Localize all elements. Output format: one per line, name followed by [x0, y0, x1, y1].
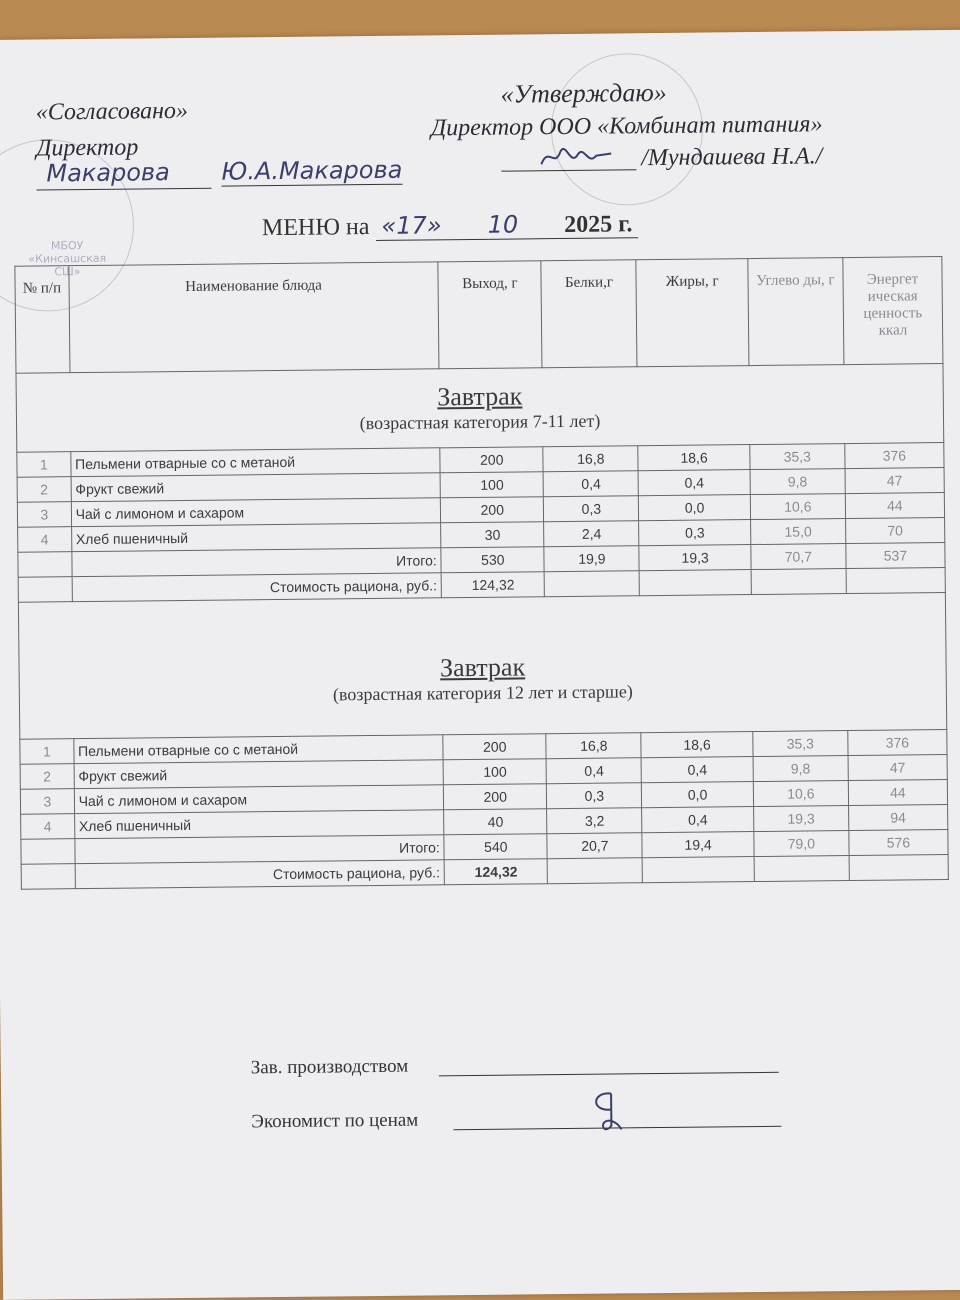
- col-energy: Энергет ическая ценность ккал: [843, 257, 943, 365]
- total-label: Итого:: [72, 548, 442, 577]
- row-output: 40: [444, 809, 547, 835]
- total-label: Итого:: [75, 835, 445, 864]
- total-output: 540: [444, 834, 547, 860]
- row-carbs: 35,3: [750, 444, 845, 470]
- row-protein: 3,2: [547, 808, 642, 834]
- approve-role: Директор ООО «Комбинат питания»: [430, 111, 823, 142]
- row-dish: Пельмени отварные со с метаной: [73, 735, 443, 764]
- col-dish: Наименование блюда: [69, 262, 440, 373]
- cost-value: 124,32: [444, 859, 547, 885]
- section-title: Завтрак: [439, 651, 526, 682]
- approver-name: /Мундашева Н.А./: [641, 143, 823, 172]
- total-output: 530: [441, 547, 544, 573]
- row-num: 1: [17, 452, 71, 478]
- empty-cell: [21, 864, 75, 890]
- section-subtitle: (возрастная категория 12 лет и старше): [332, 680, 633, 704]
- total-protein: 19,9: [544, 546, 639, 572]
- row-carbs: 10,6: [750, 494, 845, 520]
- row-num: 1: [20, 739, 74, 765]
- row-carbs: 9,8: [750, 469, 845, 495]
- row-protein: 0,3: [544, 496, 639, 522]
- col-output: Выход, г: [438, 261, 542, 369]
- stamp-line2: «Кинсашская СШ»: [28, 251, 107, 279]
- left-signer-name: Ю.А.Макарова: [221, 155, 403, 186]
- production-manager-label: Зав. производством: [250, 1055, 409, 1079]
- row-output: 200: [441, 497, 544, 523]
- empty-cell: [548, 858, 643, 884]
- row-num: 4: [21, 814, 75, 840]
- row-dish: Фрукт свежий: [74, 760, 444, 789]
- row-fat: 0,4: [642, 807, 754, 833]
- row-num: 3: [17, 502, 71, 528]
- menu-title-prefix: МЕНЮ на: [261, 214, 370, 242]
- cost-label: Стоимость рациона, руб.:: [75, 860, 445, 889]
- row-protein: 16,8: [543, 446, 638, 472]
- total-fat: 19,3: [639, 545, 751, 571]
- row-energy: 44: [848, 780, 947, 806]
- row-output: 200: [443, 734, 546, 760]
- empty-cell: [754, 856, 849, 882]
- menu-day: «17»: [375, 211, 447, 241]
- row-fat: 18,6: [638, 445, 750, 471]
- row-carbs: 19,3: [753, 806, 848, 832]
- row-carbs: 35,3: [753, 731, 848, 757]
- row-dish: Фрукт свежий: [71, 473, 441, 502]
- row-fat: 0,0: [642, 782, 754, 808]
- row-output: 30: [441, 522, 544, 548]
- total-energy: 576: [849, 830, 948, 856]
- row-carbs: 10,6: [753, 781, 848, 807]
- economist-label: Экономист по ценам: [251, 1109, 419, 1133]
- cost-value: 124,32: [441, 572, 544, 598]
- section-header: [18, 593, 946, 740]
- cost-label: Стоимость рациона, руб.:: [72, 573, 442, 602]
- economist-signature: [581, 1085, 642, 1136]
- empty-cell: [643, 857, 755, 883]
- col-carbs: Углево ды, г: [748, 258, 844, 366]
- row-energy: 70: [845, 518, 944, 544]
- row-protein: 0,3: [547, 783, 642, 809]
- total-energy: 537: [846, 543, 945, 569]
- col-protein: Белки,г: [541, 260, 637, 368]
- row-fat: 0,3: [639, 520, 751, 546]
- empty-cell: [639, 570, 751, 596]
- stamp-line1: МБОУ: [50, 239, 84, 253]
- row-protein: 0,4: [543, 471, 638, 497]
- row-energy: 376: [848, 730, 947, 756]
- row-output: 200: [440, 447, 543, 473]
- row-energy: 47: [848, 755, 947, 781]
- row-protein: 0,4: [546, 758, 641, 784]
- approve-title: «Утверждаю»: [500, 77, 667, 109]
- row-fat: 0,4: [638, 470, 750, 496]
- row-dish: Чай с лимоном и сахаром: [71, 498, 441, 527]
- menu-table: [14, 256, 948, 890]
- right-signature: [536, 141, 616, 172]
- production-signature-line: [439, 1072, 779, 1077]
- empty-cell: [18, 552, 72, 578]
- section-header: [16, 364, 944, 453]
- menu-year: 2025 г.: [558, 211, 638, 239]
- document-page: [0, 30, 960, 1300]
- section-subtitle: (возрастная категория 7-11 лет): [359, 410, 601, 433]
- menu-title: [262, 209, 639, 242]
- row-energy: 376: [845, 443, 944, 469]
- row-fat: 0,0: [639, 495, 751, 521]
- total-protein: 20,7: [547, 833, 642, 859]
- empty-cell: [21, 839, 75, 865]
- row-output: 200: [444, 784, 547, 810]
- row-protein: 16,8: [546, 733, 641, 759]
- col-fat: Жиры, г: [636, 259, 749, 367]
- row-energy: 44: [845, 493, 944, 519]
- row-num: 2: [17, 477, 71, 503]
- row-num: 4: [18, 527, 72, 553]
- section-title: Завтрак: [437, 380, 523, 411]
- row-output: 100: [440, 472, 543, 498]
- row-num: 2: [20, 764, 74, 790]
- empty-cell: [846, 568, 945, 594]
- row-energy: 94: [848, 805, 947, 831]
- empty-cell: [545, 571, 640, 597]
- row-protein: 2,4: [544, 521, 639, 547]
- row-carbs: 9,8: [753, 756, 848, 782]
- row-output: 100: [443, 759, 546, 785]
- total-fat: 19,4: [642, 832, 754, 858]
- table-header-row: [15, 257, 943, 374]
- row-fat: 18,6: [641, 732, 753, 758]
- total-carbs: 79,0: [754, 831, 849, 857]
- row-energy: 47: [845, 468, 944, 494]
- approved-by-title: «Согласовано»: [35, 97, 189, 126]
- empty-cell: [849, 855, 948, 881]
- row-dish: Хлеб пшеничный: [71, 523, 441, 552]
- total-carbs: 70,7: [751, 544, 846, 570]
- row-dish: Чай с лимоном и сахаром: [74, 785, 444, 814]
- row-fat: 0,4: [641, 757, 753, 783]
- menu-month: 10: [447, 210, 558, 240]
- approved-by-role: Директор: [36, 134, 139, 162]
- left-signature: Макарова: [46, 158, 170, 188]
- row-dish: Пельмени отварные со с метаной: [70, 448, 440, 477]
- empty-cell: [751, 569, 846, 595]
- empty-cell: [18, 577, 72, 603]
- row-num: 3: [20, 789, 74, 815]
- col-num: № п/п: [15, 266, 70, 374]
- row-carbs: 15,0: [750, 519, 845, 545]
- row-dish: Хлеб пшеничный: [74, 810, 444, 839]
